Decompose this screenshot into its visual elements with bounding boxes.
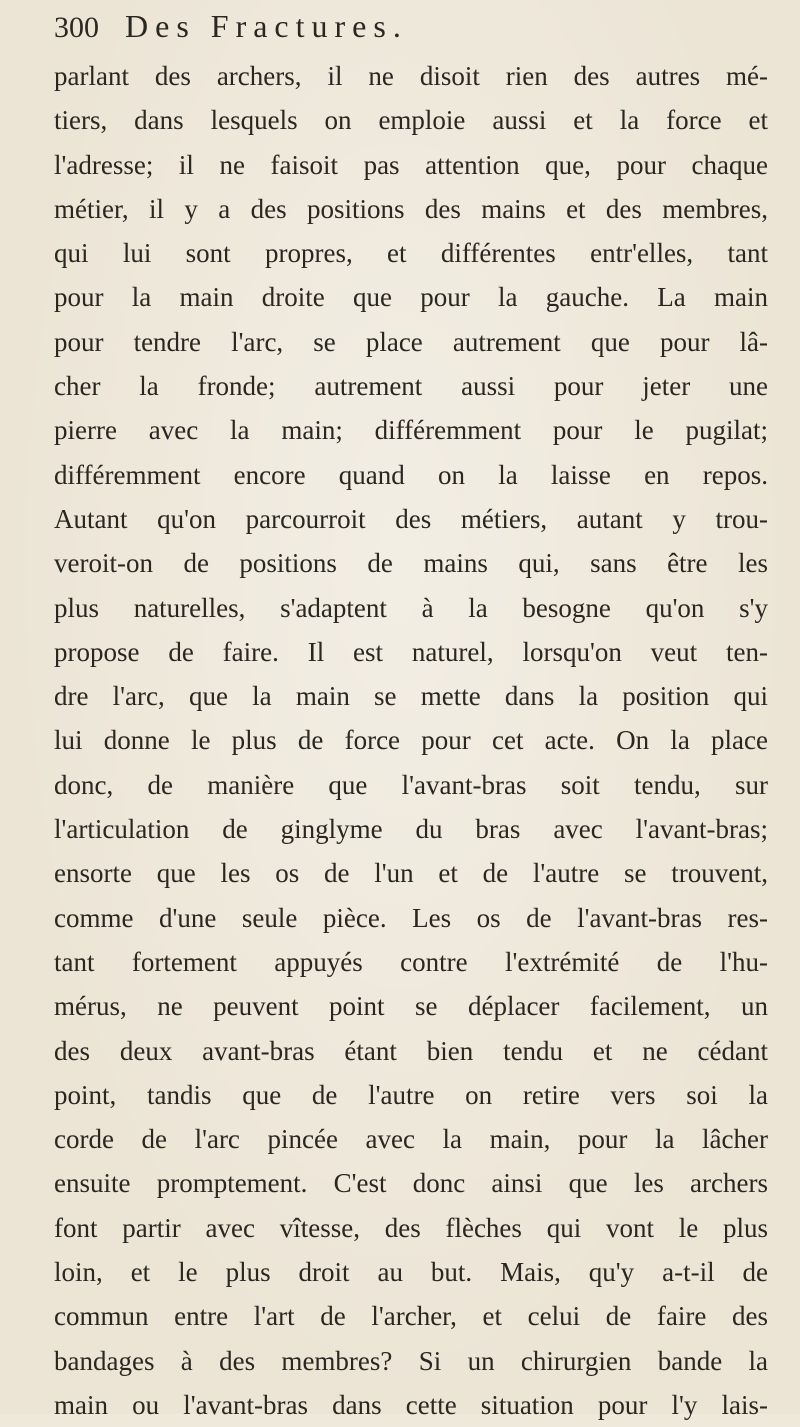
text-line: métier, il y a des positions des mains et des membres, [54,193,768,224]
text-line: font partir avec vîtesse, des flèches qui vont le plus [54,1212,768,1243]
text-line: point, tandis que de l'autre on retire vers soi la [54,1079,768,1110]
text-line: lui donne le plus de force pour cet acte. On la place [54,725,768,756]
page-header [54,8,408,60]
text-line: main ou l'avant-bras dans cette situation pour l'y lais- [54,1389,768,1420]
text-line: pierre avec la main; différemment pour le pugilat; [54,415,768,446]
running-title: Des Fractures. [125,8,408,44]
text-line: différemment encore quand on la laisse en repos. [54,459,768,490]
text-line: l'articulation de ginglyme du bras avec l'avant-bras; [54,814,768,845]
text-line: plus naturelles, s'adaptent à la besogne qu'on s'y [54,592,768,623]
text-line: ensuite promptement. C'est donc ainsi que les archers [54,1168,768,1199]
text-line: des deux avant-bras étant bien tendu et ne cédant [54,1035,768,1066]
text-line: tiers, dans lesquels on emploie aussi et la force et [54,105,768,136]
text-line: cher la fronde; autrement aussi pour jeter une [54,371,768,402]
text-line: bandages à des membres? Si un chirurgien bande la [54,1345,768,1376]
text-line: veroit-on de positions de mains qui, sans être les [54,548,768,579]
text-line: Autant qu'on parcourroit des métiers, autant y trou- [54,503,768,534]
text-line: propose de faire. Il est naturel, lorsqu'on veut ten- [54,636,768,667]
page-number: 300 [54,11,99,44]
text-line: pour la main droite que pour la gauche. La main [54,282,768,313]
text-line: mérus, ne peuvent point se déplacer facilement, un [54,991,768,1022]
body-text [54,54,768,1427]
text-line: tant fortement appuyés contre l'extrémité de l'hu- [54,946,768,977]
text-line: loin, et le plus droit au but. Mais, qu'y a-t-il de [54,1257,768,1288]
text-line: donc, de manière que l'avant-bras soit tendu, sur [54,769,768,800]
text-line: qui lui sont propres, et différentes entr'elles, tant [54,238,768,269]
text-line: dre l'arc, que la main se mette dans la position qui [54,681,768,712]
text-line: corde de l'arc pincée avec la main, pour la lâcher [54,1124,768,1155]
text-line: ensorte que les os de l'un et de l'autre se trouvent, [54,858,768,889]
text-line: comme d'une seule pièce. Les os de l'avant-bras res- [54,902,768,933]
text-line: pour tendre l'arc, se place autrement que pour lâ- [54,326,768,357]
text-line: commun entre l'art de l'archer, et celui de faire des [54,1301,768,1332]
text-line: l'adresse; il ne faisoit pas attention que, pour chaque [54,149,768,180]
text-line: parlant des archers, il ne disoit rien des autres mé- [54,61,768,91]
